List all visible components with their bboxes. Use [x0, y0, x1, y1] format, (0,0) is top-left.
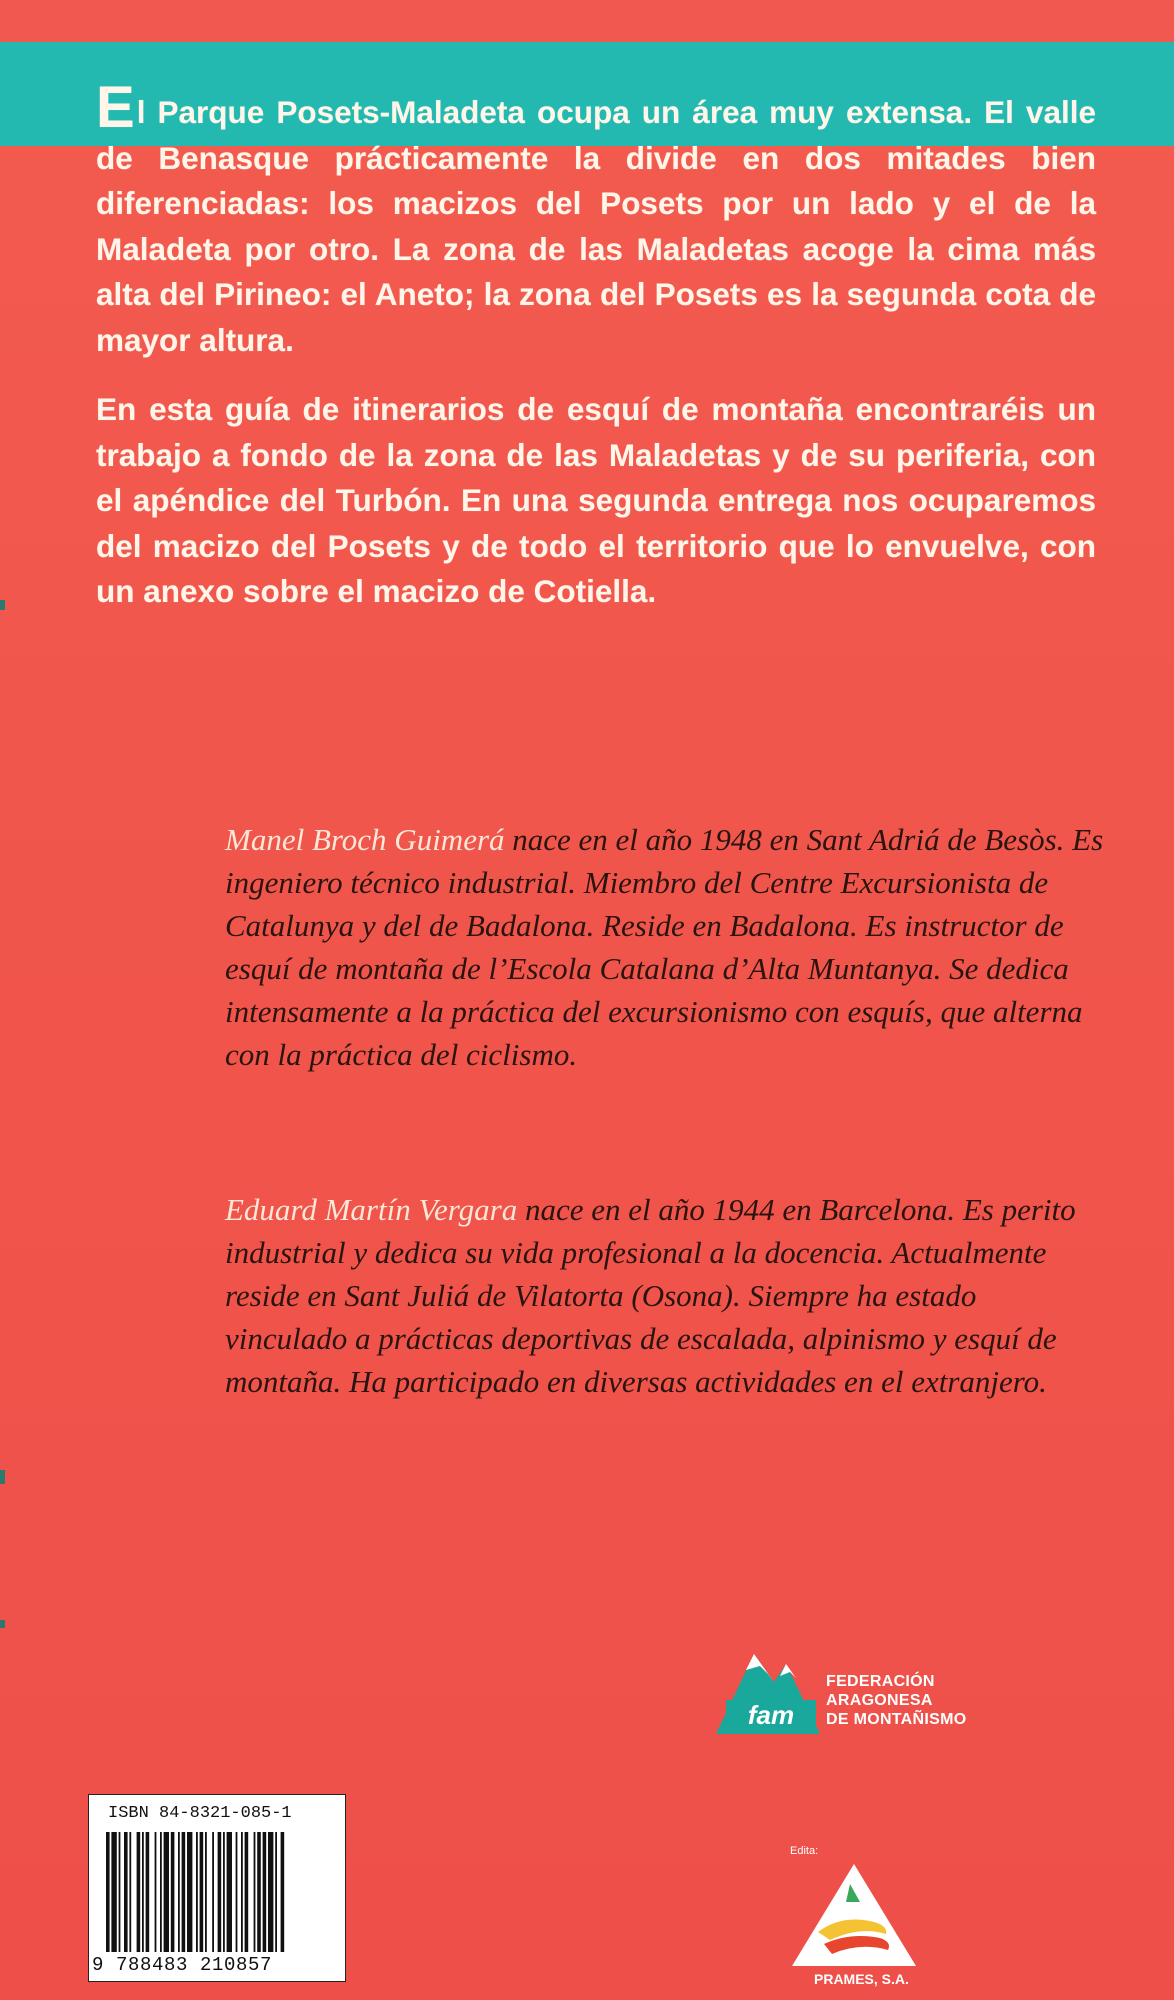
barcode-bar [227, 1832, 232, 1952]
barcode-bar [119, 1832, 121, 1952]
barcode-bar [205, 1832, 207, 1952]
barcode-bar [200, 1832, 204, 1952]
barcode-bar [187, 1832, 192, 1952]
author-name: Eduard Martín Vergara [225, 1192, 518, 1227]
barcode-bar [257, 1832, 261, 1952]
intro-text [96, 75, 1096, 639]
barcode-bar [245, 1832, 249, 1952]
publisher-name: PRAMES, S.A. [814, 1971, 909, 1987]
barcode-bar [196, 1832, 198, 1952]
isbn-digits: 9 788483 210857 [92, 1954, 273, 1976]
barcode-bar [129, 1832, 131, 1952]
barcode-bar [171, 1832, 175, 1952]
barcode-bar [182, 1832, 186, 1952]
author-bio-text: nace en el año 1944 en Barcelona. Es perito industrial y dedica su vida profesional a la docencia. Actualmente reside en Sant Juliá de Vilatorta (Osona). Siempre ha estado vinculado a prácticas deportivas de escalada, alpinismo y esquí de montaña. Ha participado en diversas actividades en el extranjero. [225, 1192, 1076, 1399]
barcode-bar [218, 1832, 222, 1952]
intro-paragraph-1-text: l Parque Posets-Maladeta ocupa un área muy extensa. El valle de Benasque prácticamente la divide en dos mitades bien diferenciadas: los macizos del Posets por un lado y el de la Maladeta por otro. La zona de las Maladetas acoge la cima más alta del Pirineo: el Aneto; la zona del Posets es la segunda cota de mayor altura. [96, 94, 1096, 358]
barcode-bar [212, 1832, 214, 1952]
prames-logo [790, 1862, 918, 1968]
barcode-bar [178, 1832, 180, 1952]
barcode-bar [268, 1832, 273, 1952]
edge-mark [0, 1470, 5, 1484]
edge-mark [0, 1620, 5, 1628]
barcode-bar [160, 1832, 162, 1952]
intro-paragraph-1 [96, 75, 1096, 363]
drop-cap: E [96, 75, 135, 140]
barcode-bar [164, 1832, 169, 1952]
author-bio-1 [225, 818, 1105, 1076]
federation-line-2: ARAGONESA [826, 1692, 933, 1709]
barcode-bar [236, 1832, 238, 1952]
barcode-bar [275, 1832, 277, 1952]
author-bio-2 [225, 1188, 1105, 1403]
barcode-bar [124, 1832, 128, 1952]
edge-mark [0, 600, 5, 610]
barcode-bar [142, 1832, 144, 1952]
federation-name [826, 1672, 967, 1729]
isbn-label: ISBN 84-8321-085-1 [108, 1804, 292, 1823]
barcode-bar [146, 1832, 150, 1952]
barcode-bar [111, 1832, 116, 1952]
barcode-bar [281, 1832, 285, 1952]
barcode-bar [254, 1832, 256, 1952]
barcode-bar [223, 1832, 225, 1952]
barcode-bar [263, 1832, 267, 1952]
federation-line-3: DE MONTAÑISMO [826, 1711, 967, 1728]
author-bio-text: nace en el año 1948 en Sant Adriá de Besòs. Es ingeniero técnico industrial. Miembro del Centre Excursionista de Catalunya y del de Badalona. Reside en Badalona. Es instructor de esquí de montaña de l’Escola Catalana d’Alta Muntanya. Se dedica intensamente a la práctica del excursionismo con esquís, que alterna con la práctica del ciclismo. [225, 822, 1104, 1072]
federation-line-1: FEDERACIÓN [826, 1673, 935, 1690]
barcode [106, 1832, 330, 1952]
barcode-bar [155, 1832, 157, 1952]
fam-logo-text: fam [747, 1700, 795, 1730]
intro-paragraph-2: En esta guía de itinerarios de esquí de montaña encontraréis un trabajo a fondo de la zona de las Maladetas y de su periferia, con el apéndice del Turbón. En una segunda entrega nos ocuparemos del macizo del Posets y de todo el territorio que lo envuelve, con un anexo sobre el macizo de Cotiella. [96, 391, 1096, 609]
edita-label: Edita: [790, 1845, 819, 1857]
barcode-bar [137, 1832, 141, 1952]
barcode-bar [106, 1832, 110, 1952]
barcode-bar [241, 1832, 243, 1952]
top-edge [0, 0, 1174, 42]
author-name: Manel Broch Guimerá [225, 822, 505, 857]
